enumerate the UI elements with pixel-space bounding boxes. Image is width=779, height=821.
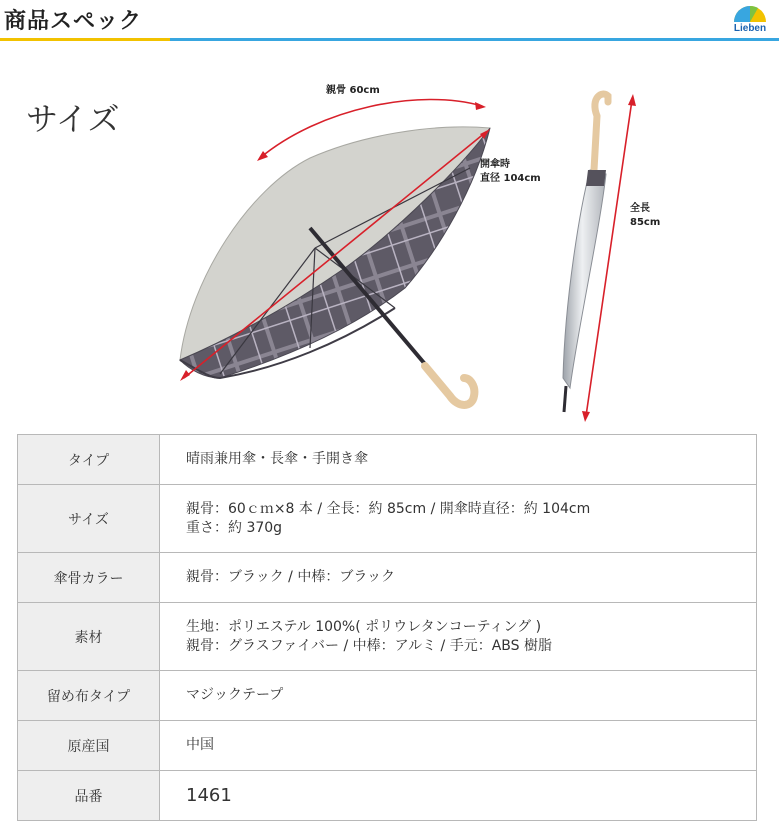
table-row — [18, 671, 757, 721]
brand-logo — [726, 2, 774, 36]
spec-label: タイプ — [18, 435, 160, 485]
spec-value — [160, 435, 757, 485]
spec-value — [160, 553, 757, 603]
table-row — [18, 485, 757, 553]
section-title-size: サイズ — [26, 100, 120, 138]
table-row — [18, 435, 757, 485]
total-length-label-line1: 全長 — [630, 203, 650, 214]
spec-label: サイズ — [18, 485, 160, 553]
spec-value-line: 1461 — [186, 785, 232, 806]
spec-value-line: 晴雨兼用傘・長傘・手開き傘 — [186, 451, 368, 467]
spec-label: 素材 — [18, 603, 160, 671]
rib-length-label: 親骨 60cm — [326, 85, 380, 96]
umbrella-drawing — [160, 78, 700, 428]
open-diameter-label-line1: 開傘時 — [480, 159, 510, 170]
total-length-label-line2: 85cm — [630, 217, 661, 228]
page-header — [0, 0, 779, 44]
table-row — [18, 771, 757, 821]
logo-wordmark: Lieben — [733, 23, 767, 34]
spec-value — [160, 721, 757, 771]
umbrella-illustration — [160, 78, 700, 428]
spec-value — [160, 771, 757, 821]
header-underline-accent — [0, 38, 170, 41]
table-row — [18, 603, 757, 671]
spec-value-line: 生地：ポリエステル 100%( ポリウレタンコーティング ) — [186, 618, 542, 635]
spec-label: 傘骨カラー — [18, 553, 160, 603]
spec-value-line: 親骨：60ｃｍ×8 本 / 全長：約 85cm / 開傘時直径：約 104cm — [186, 500, 591, 517]
page-title: 商品スペック — [4, 9, 143, 34]
spec-value-line: 重さ：約 370g — [186, 519, 283, 536]
spec-value-line: 親骨：グラスファイバー / 中棒：アルミ / 手元：ABS 樹脂 — [186, 637, 552, 654]
spec-value — [160, 603, 757, 671]
spec-value-line: 親骨：ブラック / 中棒：ブラック — [186, 569, 396, 585]
open-diameter-label-line2: 直径 104cm — [480, 173, 541, 184]
spec-value-line: マジックテープ — [186, 687, 284, 703]
spec-label: 品番 — [18, 771, 160, 821]
spec-value — [160, 485, 757, 553]
spec-value-line: 中国 — [186, 737, 214, 753]
spec-value — [160, 671, 757, 721]
spec-label: 原産国 — [18, 721, 160, 771]
spec-label: 留め布タイプ — [18, 671, 160, 721]
spec-table — [17, 434, 757, 821]
table-row — [18, 721, 757, 771]
table-row — [18, 553, 757, 603]
